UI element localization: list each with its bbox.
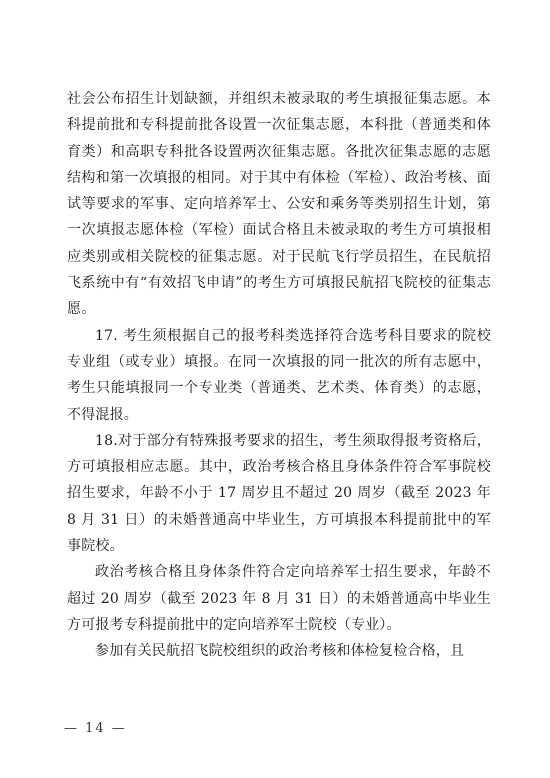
paragraph-civil-aviation: 参加有关民航招飞院校组织的政治考核和体检复检合格，且	[95, 643, 465, 660]
paragraph-item-18: 18.对于部分有特殊报考要求的招生，考生须取得报考资格后，方可填报相应志愿。其中，政治考核合格且身体条件符合军事院校招生要求，年龄不小于 17 周岁且不超过 20 周岁（截至 2023 年 8 月 31 日）的未婚普通高中毕业生，方可填报本科提前批中的军事院校。	[67, 432, 491, 555]
paragraph-continuation: 社会公布招生计划缺额，并组织未被录取的考生填报征集志愿。本科提前批和专科提前批各设置一次征集志愿，本科批（普通类和体育类）和高职专科批各设置两次征集志愿。各批次征集志愿的志愿结构和第一次填报的相同。对于其中有体检（军检）、政治考核、面试等要求的军事、定向培养军士、公安和乘务等类别招生计划，第一次填报志愿体检（军检）面试合格且未被录取的考生方可填报相应类别或相关院校的征集志愿。对于民航飞行学员招生，在民航招飞系统中有“有效招飞申请”的考生方可填报民航招飞院校的征集志愿。	[67, 91, 491, 318]
page-number: — 14 —	[64, 721, 127, 736]
document-body	[67, 86, 491, 665]
paragraph-item-17: 17. 考生须根据自己的报考科类选择符合选考科目要求的院校专业组（或专业）填报。在同一次填报的同一批次的所有志愿中，考生只能填报同一个专业类（普通类、艺术类、体育类）的志愿，不得混报。	[67, 327, 491, 423]
paragraph-directed-sergeant: 政治考核合格且身体条件符合定向培养军士招生要求，年龄不超过 20 周岁（截至 2023 年 8 月 31 日）的未婚普通高中毕业生方可报考专科提前批中的定向培养军士院校（专业）。	[67, 564, 491, 633]
